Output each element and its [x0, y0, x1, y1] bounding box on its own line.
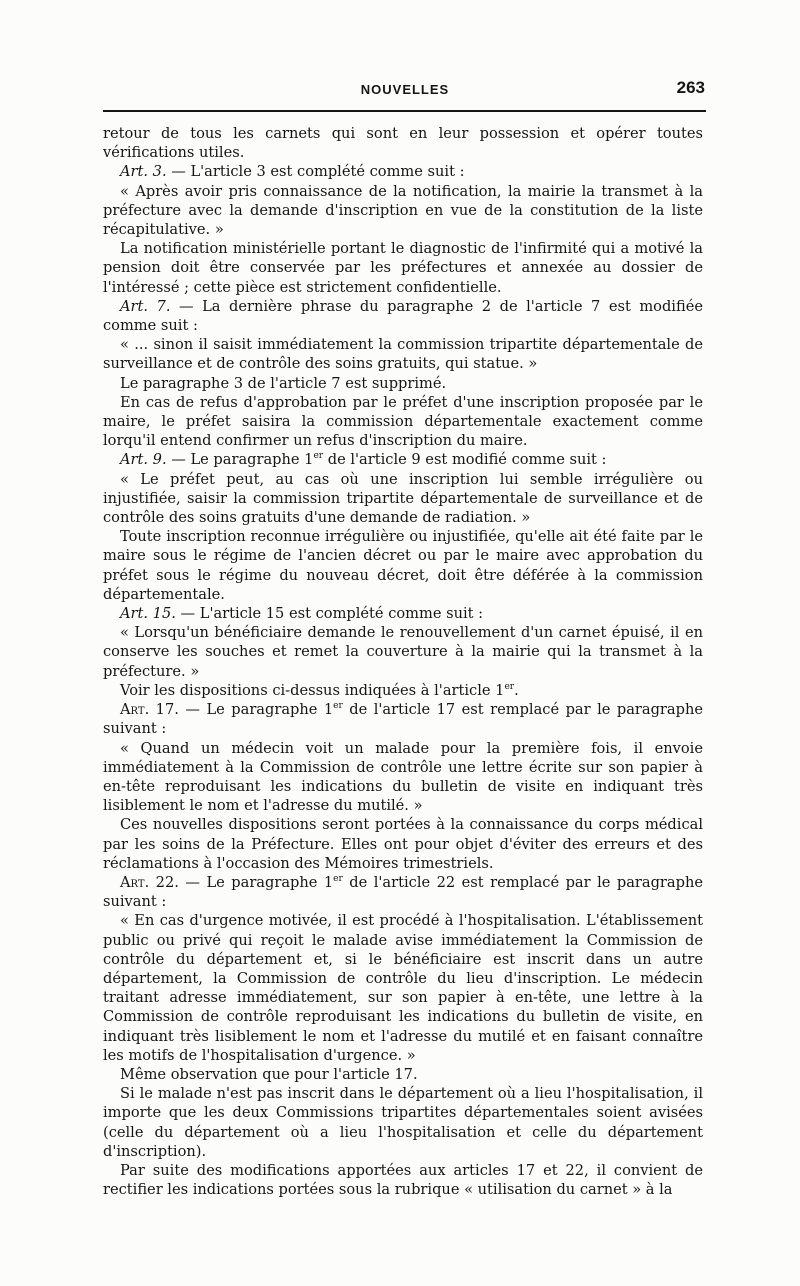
superscript: er — [333, 873, 343, 884]
running-title: NOUVELLES — [360, 82, 450, 97]
paragraph: La notification ministérielle portant le diagnostic de l'infirmité qui a motivé la pension doit être conservée par les préfectures et annexée au dossier de l'intéressé ; cette pièce est strictement confidentielle. — [103, 240, 703, 296]
article-heading-text: — L'article 3 est complété comme suit : — [166, 163, 465, 181]
article-heading — [103, 873, 703, 911]
article-heading-text: — La dernière phrase du paragraphe 2 de l'article 7 est modifiée comme suit : — [103, 297, 703, 335]
superscript: er — [333, 701, 343, 712]
quoted-paragraph: « Le préfet peut, au cas où une inscription lui semble irrégulière ou injustifiée, saisir la commission tripartite départementale de surveillance et de contrôle des soins gratuits d'une demande de radiation. » — [103, 470, 703, 527]
page-header — [105, 74, 705, 104]
article-heading — [103, 604, 703, 623]
quoted-paragraph: « En cas d'urgence motivée, il est procédé à l'hospitalisation. L'établissement public ou privé qui reçoit le malade avise immédiatement la Commission de contrôle du département et, si le bénéficiaire est inscrit dans un autre département, la Commission de contrôle du lieu d'inscription. Le médecin traitant adresse immédiatement, sur son papier à en-tête, une lettre à la Commission de contrôle reproduisant les indications du bulletin de visite, en indiquant très lisiblement le nom et l'adresse du mutilé et en faisant connaître les motifs de l'hospitalisation d'urgence. » — [103, 912, 703, 1064]
article-label: Art. 3. — [120, 163, 167, 181]
article-label: Art. 15. — [120, 605, 176, 623]
article-heading-text: — L'article 15 est complété comme suit : — [175, 605, 484, 623]
paragraph: Si le malade n'est pas inscrit dans le département où a lieu l'hospitalisation, il importe que les deux Commissions tripartites départementales soient avisées (celle du département où a lieu l'hospitalisation et celle du département d'inscription). — [103, 1085, 703, 1160]
quoted-paragraph: « Quand un médecin voit un malade pour la première fois, il envoie immédiatement à la Commission de contrôle une lettre écrite sur son papier à en-tête reproduisant les indications du bulletin de visite en indiquant très lisiblement le nom et l'adresse du mutilé. » — [103, 739, 703, 815]
paragraph: Ces nouvelles dispositions seront portées à la connaissance du corps médical par les soins de la Préfecture. Elles ont pour objet d'éviter des erreurs et des réclamations à l'occasion des Mémoires trimestriels. — [103, 816, 703, 872]
article-label: Art. 7. — [120, 297, 171, 315]
paragraph — [103, 681, 703, 700]
header-rule — [103, 110, 706, 112]
article-label: Art. 9. — [120, 451, 167, 469]
document-body — [103, 124, 703, 1199]
superscript: er — [504, 681, 515, 692]
superscript: er — [313, 451, 324, 462]
article-heading-text: — Le paragraphe 1 — [178, 701, 334, 719]
paragraph: Même observation que pour l'article 17. — [120, 1065, 418, 1083]
paragraph: Par suite des modifications apportées aux articles 17 et 22, il convient de rectifier les indications portées sous la rubrique « utilisation du carnet » à la — [103, 1161, 703, 1199]
paragraph: En cas de refus d'approbation par le préfet d'une inscription proposée par le maire, le préfet saisira la commission départementale exactement comme lorqu'il entend confirmer un refus d'inscription du maire. — [103, 393, 703, 450]
paragraph: retour de tous les carnets qui sont en leur possession et opérer toutes vérifications utiles. — [103, 125, 703, 162]
quoted-paragraph: « ... sinon il saisit immédiatement la commission tripartite départementale de surveillance et de contrôle des soins gratuits, qui statue. » — [103, 336, 703, 373]
article-heading-text: de l'article 17 est remplacé par le paragraphe suivant : — [103, 701, 703, 738]
article-heading — [103, 297, 703, 335]
article-heading — [103, 450, 703, 469]
paragraph-text: . — [514, 681, 519, 699]
article-heading-text: — Le paragraphe 1 — [178, 873, 334, 891]
paragraph: Le paragraphe 3 de l'article 7 est supprimé. — [120, 374, 447, 392]
quoted-paragraph: « Lorsqu'un bénéficiaire demande le renouvellement d'un carnet épuisé, il en conserve les souches et remet la couverture à la mairie qui la transmet à la préfecture. » — [103, 624, 703, 680]
article-heading-text: — Le paragraphe 1 — [166, 451, 314, 469]
page-number: 263 — [676, 78, 705, 97]
article-label: Art. 17. — [120, 701, 179, 719]
paragraph-text: Voir les dispositions ci-dessus indiquées à l'article 1 — [120, 681, 505, 699]
quoted-paragraph: « Après avoir pris connaissance de la notification, la mairie la transmet à la préfecture avec la demande d'inscription en vue de la constitution de la liste récapitulative. » — [103, 182, 703, 239]
article-label: Art. 22. — [120, 873, 179, 891]
article-heading — [103, 162, 703, 181]
paragraph: Toute inscription reconnue irrégulière ou injustifiée, qu'elle ait été faite par le maire sous le régime de l'ancien décret ou par le maire avec approbation du préfet sous le régime du nouveau décret, doit être déférée à la commission départementale. — [103, 528, 703, 603]
article-heading-text: de l'article 9 est modifié comme suit : — [323, 451, 607, 469]
article-heading-text: de l'article 22 est remplacé par le paragraphe suivant : — [103, 873, 703, 911]
article-heading — [103, 700, 703, 738]
